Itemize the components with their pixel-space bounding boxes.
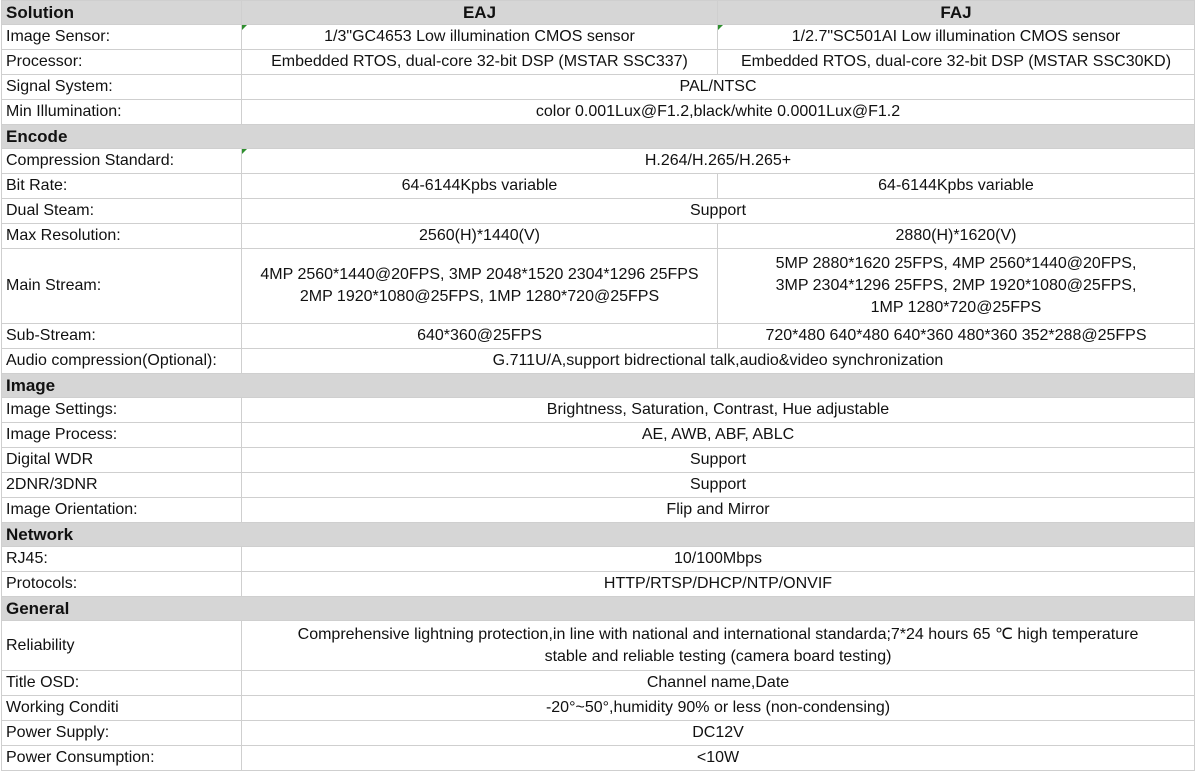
table-row [2, 498, 1195, 523]
section-header-network [2, 523, 1195, 547]
faj-main-stream-line: 5MP 2880*1620 25FPS, 4MP 2560*1440@20FPS, [775, 255, 1137, 272]
row-label: Sub-Stream: [2, 324, 242, 349]
table-row [2, 224, 1195, 249]
row-label: RJ45: [2, 547, 242, 572]
orientation-value: Flip and Mirror [242, 498, 1195, 523]
section-header-image [2, 374, 1195, 398]
row-label: Title OSD: [2, 671, 242, 696]
section-title: Image [2, 374, 1195, 398]
eaj-main-stream [242, 249, 718, 324]
header-solution: Solution [2, 1, 242, 25]
row-label: Image Orientation: [2, 498, 242, 523]
table-row [2, 746, 1195, 771]
table-row [2, 721, 1195, 746]
row-label: Power Supply: [2, 721, 242, 746]
table-row [2, 25, 1195, 50]
title-osd-value: Channel name,Date [242, 671, 1195, 696]
row-label: Working Conditi [2, 696, 242, 721]
row-label: Image Process: [2, 423, 242, 448]
row-label: Dual Steam: [2, 199, 242, 224]
table-row [2, 50, 1195, 75]
section-header-encode [2, 125, 1195, 149]
eaj-main-stream-line: 4MP 2560*1440@20FPS, 3MP 2048*1520 2304*1296 25FPS [260, 266, 699, 283]
table-row [2, 398, 1195, 423]
table-row [2, 75, 1195, 100]
row-label: Processor: [2, 50, 242, 75]
eaj-processor: Embedded RTOS, dual-core 32-bit DSP (MSTAR SSC337) [242, 50, 718, 75]
row-label: Compression Standard: [2, 149, 242, 174]
table-row [2, 349, 1195, 374]
row-label: Bit Rate: [2, 174, 242, 199]
working-value: -20°~50°,humidity 90% or less (non-condensing) [242, 696, 1195, 721]
faj-image-sensor: 1/2.7"SC501AI Low illumination CMOS sensor [718, 25, 1195, 50]
rj45-value: 10/100Mbps [242, 547, 1195, 572]
spec-table [1, 0, 1195, 771]
power-consumption-value: <10W [242, 746, 1195, 771]
faj-main-stream [718, 249, 1195, 324]
eaj-max-resolution: 2560(H)*1440(V) [242, 224, 718, 249]
table-row [2, 324, 1195, 349]
row-label: Digital WDR [2, 448, 242, 473]
dnr-value: Support [242, 473, 1195, 498]
table-row [2, 199, 1195, 224]
min-illumination-value: color 0.001Lux@F1.2,black/white 0.0001Lux@F1.2 [242, 100, 1195, 125]
header-eaj: EAJ [242, 1, 718, 25]
faj-sub-stream: 720*480 640*480 640*360 480*360 352*288@25FPS [718, 324, 1195, 349]
row-label: Image Sensor: [2, 25, 242, 50]
power-supply-value: DC12V [242, 721, 1195, 746]
row-label: Signal System: [2, 75, 242, 100]
eaj-image-sensor: 1/3"GC4653 Low illumination CMOS sensor [242, 25, 718, 50]
section-title: Encode [2, 125, 1195, 149]
section-title: General [2, 597, 1195, 621]
eaj-sub-stream: 640*360@25FPS [242, 324, 718, 349]
image-process-value: AE, AWB, ABF, ABLC [242, 423, 1195, 448]
reliability-value [242, 621, 1195, 671]
row-label: 2DNR/3DNR [2, 473, 242, 498]
section-header-general [2, 597, 1195, 621]
row-label: Main Stream: [2, 249, 242, 324]
row-label: Power Consumption: [2, 746, 242, 771]
row-label: Max Resolution: [2, 224, 242, 249]
section-title: Network [2, 523, 1195, 547]
faj-max-resolution: 2880(H)*1620(V) [718, 224, 1195, 249]
protocols-value: HTTP/RTSP/DHCP/NTP/ONVIF [242, 572, 1195, 597]
compression-value: H.264/H.265/H.265+ [242, 149, 1195, 174]
reliability-line: stable and reliable testing (camera board testing) [544, 647, 892, 665]
table-row [2, 671, 1195, 696]
table-row [2, 100, 1195, 125]
audio-value: G.711U/A,support bidrectional talk,audio&video synchronization [242, 349, 1195, 374]
table-header-row [2, 1, 1195, 25]
table-row [2, 572, 1195, 597]
table-row [2, 621, 1195, 671]
row-label: Image Settings: [2, 398, 242, 423]
image-settings-value: Brightness, Saturation, Contrast, Hue adjustable [242, 398, 1195, 423]
faj-processor: Embedded RTOS, dual-core 32-bit DSP (MSTAR SSC30KD) [718, 50, 1195, 75]
table-row [2, 448, 1195, 473]
table-row [2, 174, 1195, 199]
eaj-bit-rate: 64-6144Kpbs variable [242, 174, 718, 199]
row-label: Reliability [2, 621, 242, 671]
table-row [2, 423, 1195, 448]
eaj-main-stream-line: 2MP 1920*1080@25FPS, 1MP 1280*720@25FPS [299, 288, 660, 305]
faj-main-stream-line: 1MP 1280*720@25FPS [870, 299, 1042, 316]
header-faj: FAJ [718, 1, 1195, 25]
table-row [2, 473, 1195, 498]
row-label: Audio compression(Optional): [2, 349, 242, 374]
table-row [2, 547, 1195, 572]
digital-wdr-value: Support [242, 448, 1195, 473]
row-label: Protocols: [2, 572, 242, 597]
signal-system-value: PAL/NTSC [242, 75, 1195, 100]
dual-steam-value: Support [242, 199, 1195, 224]
row-label: Min Illumination: [2, 100, 242, 125]
table-row [2, 249, 1195, 324]
table-row [2, 696, 1195, 721]
faj-main-stream-line: 3MP 2304*1296 25FPS, 2MP 1920*1080@25FPS, [775, 277, 1137, 294]
table-row [2, 149, 1195, 174]
reliability-line: Comprehensive lightning protection,in line with national and international standarda;7*24 hours 65 ℃ high temperature [297, 625, 1139, 643]
faj-bit-rate: 64-6144Kpbs variable [718, 174, 1195, 199]
